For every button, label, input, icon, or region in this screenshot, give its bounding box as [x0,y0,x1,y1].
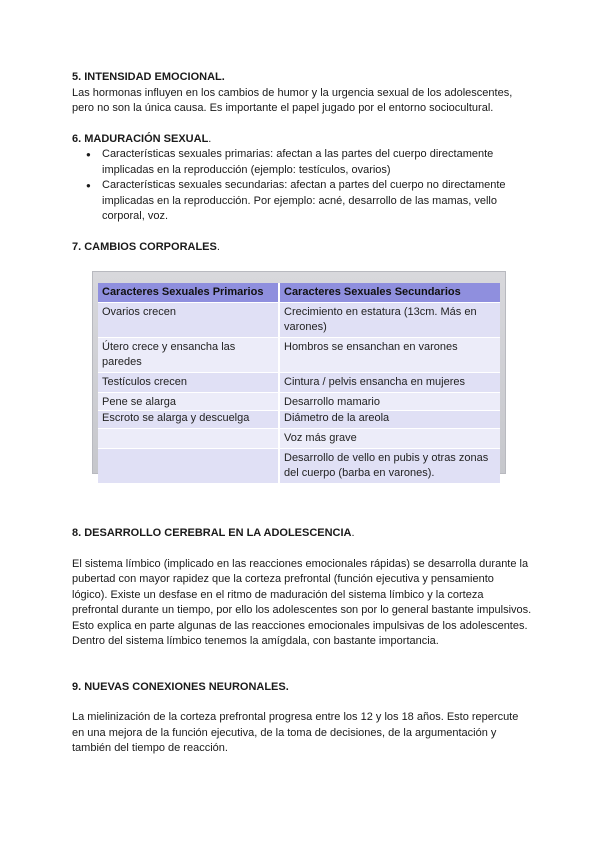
table-cell-secondary: Voz más grave [279,429,500,449]
table-row [98,429,500,449]
table-row [98,411,500,429]
table-row [98,449,500,484]
table-cell-secondary: Diámetro de la areola [279,411,500,429]
table-cell-primary: Escroto se alarga y descuelga [98,411,279,429]
bullet-item: ● Características sexuales primarias: afectan a las partes del cuerpo directamente implicadas en la reproducción (ejemplo: testículos, ovarios) [102,147,532,178]
table-cell-primary [98,429,279,449]
table-cell-primary: Pene se alarga [98,393,279,411]
section-8-paragraph: El sistema límbico (implicado en las reacciones emocionales rápidas) se desarrolla durante la pubertad con mayor rapidez que la corteza prefrontal (función ejecutiva y pensamiento lógico). Existe un desfase en el ritmo de maduración del sistema límbico y la corteza prefrontal durante un tiempo, por ello los adolescentes son por lo general bastante impulsivos. [72,557,532,616]
section-9-text: La mielinización de la corteza prefrontal progresa entre los 12 y los 18 años. Esto repercute en una mejora de la función ejecutiva, de la toma de decisiones, de la argumentación y también del tiempo de reacción. [72,711,519,754]
section-6-title-suffix: . [208,132,212,145]
table-row [98,338,500,373]
document-page [72,70,532,757]
table-header-primary: Caracteres Sexuales Primarios [98,283,279,303]
section-7-heading [72,240,532,256]
table-row [98,373,500,393]
section-6 [72,132,532,225]
section-8-title: 8. DESARROLLO CEREBRAL EN LA ADOLESCENCIA [72,527,352,539]
section-8-body [72,557,532,650]
table-cell-secondary: Cintura / pelvis ensancha en mujeres [279,373,500,393]
table-cell-primary: Ovarios crecen [98,303,279,338]
table-row [98,303,500,338]
bullet-item: ● Características sexuales secundarias: afectan a partes del cuerpo no directamente implicadas en la reproducción. Por ejemplo: acné, desarrollo de las mamas, vello corporal, voz. [102,178,532,225]
section-6-bullet-list [72,147,532,225]
section-5-title: 5. INTENSIDAD EMOCIONAL. [72,71,225,83]
table-cell-secondary: Crecimiento en estatura (13cm. Más en varones) [279,303,500,338]
section-8-paragraph: Dentro del sistema límbico tenemos la amígdala, con bastante importancia. [72,635,439,647]
table-cell-secondary: Desarrollo mamario [279,393,500,411]
section-6-heading [72,132,532,148]
table-cell-primary: Útero crece y ensancha las paredes [98,338,279,373]
body-changes-table [98,283,500,483]
table-header-secondary: Caracteres Sexuales Secundarios [279,283,500,303]
section-7 [72,240,532,479]
section-9 [72,680,532,757]
table-cell-secondary: Hombros se ensanchan en varones [279,338,500,373]
section-7-title: 7. CAMBIOS CORPORALES [72,240,217,253]
section-7-title-suffix: . [216,240,220,253]
table-cell-primary: Testículos crecen [98,373,279,393]
table-cell-secondary: Desarrollo de vello en pubis y otras zonas del cuerpo (barba en varones). [279,449,500,484]
table-row [98,393,500,411]
section-8-paragraph: Esto explica en parte algunas de las reacciones emocionales impulsivas de los adolescentes. [72,619,528,632]
section-8-heading [72,526,532,542]
section-5-text: Las hormonas influyen en los cambios de humor y la urgencia sexual de los adolescentes, pero no son la única causa. Es importante el papel jugado por el entorno sociocultural. [72,86,513,114]
section-9-title: 9. NUEVAS CONEXIONES NEURONALES. [72,680,289,693]
table-cell-primary [98,449,279,484]
body-changes-table-image [92,271,506,479]
section-8-title-suffix: . [351,527,355,539]
section-8 [72,526,532,650]
section-5 [72,70,532,117]
table-header-row [98,283,500,303]
section-6-title: 6. MADURACIÓN SEXUAL [72,132,209,145]
section-9-body [72,710,532,757]
